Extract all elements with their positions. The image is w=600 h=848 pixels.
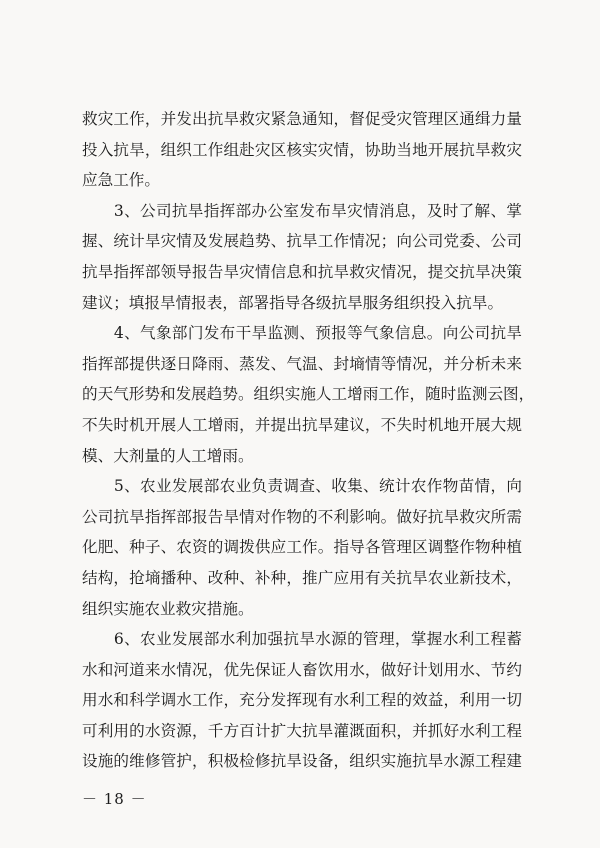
text-line: 化肥、种子、农资的调拨供应工作。指导各管理区调整作物种植 [82,538,522,557]
text-line: 用水和科学调水工作，充分发挥现有水利工程的效益，利用一切 [82,691,522,710]
text-line: 投入抗旱，组织工作组赴灾区核实灾情，协助当地开展抗旱救灾 [82,140,522,159]
text-line: 不失时机开展人工增雨，并提出抗旱建议，不失时机地开展大规 [82,415,522,434]
text-line: 建议；填报旱情报表，部署指导各级抗旱服务组织投入抗旱。 [82,293,504,312]
paragraph-item-3 [82,196,522,318]
text-line: 应急工作。 [82,171,160,190]
paragraph-item-4 [82,318,535,471]
text-line: 4、气象部门发布干旱监测、预报等气象信息。向公司抗旱 [82,324,522,343]
text-line: 救灾工作，并发出抗旱救灾紧急通知，督促受灾管理区通缉力量 [82,110,522,128]
text-line: 抗旱指挥部领导报告旱灾情信息和抗旱救灾情况，提交抗旱决策 [82,262,522,281]
paragraph-relief-continued [82,104,522,196]
text-line: 公司抗旱指挥部报告旱情对作物的不利影响。做好抗旱救灾所需 [82,507,522,526]
text-line: 结构，抢墒播种、改种、补种，推广应用有关抗旱农业新技术， [82,568,522,587]
text-line: 3、公司抗旱指挥部办公室发布旱灾情消息，及时了解、掌 [82,201,522,220]
page-number: － 18 － [82,790,147,808]
text-line: 6、农业发展部水利加强抗旱水源的管理，掌握水利工程蓄 [82,630,522,649]
text-line: 可利用的水资源，千方百计扩大抗旱灌溉面积，并抓好水利工程 [82,721,522,740]
page-body [82,104,535,777]
text-line: 5、农业发展部农业负责调查、收集、统计农作物苗情，向 [82,477,522,496]
paragraph-item-6 [82,624,522,777]
text-line: 指挥部提供逐日降雨、蒸发、气温、封墒情等情况，并分析未来 [82,354,522,373]
text-line: 水和河道来水情况，优先保证人畜饮用水，做好计划用水、节约 [82,660,522,679]
text-line: 模、大剂量的人工增雨。 [82,446,254,465]
text-line: 设施的维修管护，积极检修抗旱设备，组织实施抗旱水源工程建 [82,752,522,771]
text-line: 握、统计旱灾情及发展趋势、抗旱工作情况；向公司党委、公司 [82,232,522,251]
paragraph-item-5 [82,471,522,624]
text-line: 的天气形势和发展趋势。组织实施人工增雨工作，随时监测云图， [82,385,535,404]
text-line: 组织实施农业救灾措施。 [82,599,254,618]
